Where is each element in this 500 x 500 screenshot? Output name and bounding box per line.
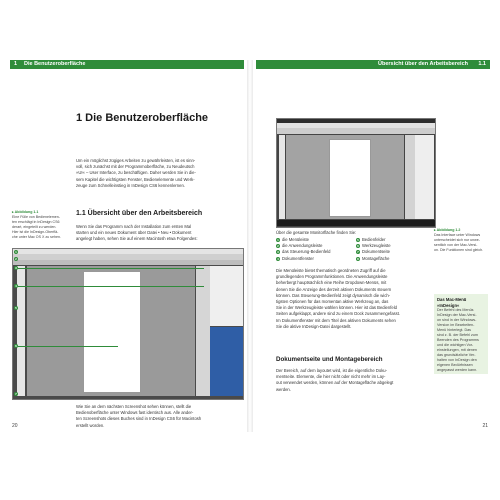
text-line: Bedienoberfläche unter Windows fast identisch aus. Alle ander- (76, 410, 194, 416)
document-page (329, 139, 371, 217)
list-marker: 1 (277, 238, 279, 242)
list-text: das Steuerung-Bedienfeld (282, 249, 331, 255)
text-line: angepasst werden kann. (437, 368, 478, 372)
figure-sidebar (12, 210, 70, 240)
section-paragraph (76, 224, 242, 243)
text-line: werden. (276, 386, 291, 392)
text-line: che unter Mac OS X zu sehen. (12, 235, 61, 239)
text-line: InDesign der Mac-Versi- (437, 313, 477, 317)
control-panel-bar (277, 128, 435, 134)
desktop-background (210, 327, 243, 396)
marker-3: 3 (15, 266, 17, 270)
text-line: eigenen Bedürfnissen (437, 363, 473, 367)
list-marker: 2 (277, 244, 279, 249)
text-line: Eine Fülle von Bedienelemen- (12, 215, 60, 219)
text-line: unterscheidet sich nur unwe- (434, 238, 480, 242)
info-box (434, 294, 488, 374)
left-header-number: 1 (14, 61, 18, 67)
marker-6: 6 (15, 344, 17, 348)
marker-5: 5 (15, 306, 17, 310)
application-bar (13, 260, 243, 265)
text-line: beherbergt hauptsächlich eine Reihe Dropdown-Menüs, mit (276, 280, 387, 286)
pages-panel (210, 266, 243, 326)
text-line: sind z. B. der Befehl zum (437, 333, 478, 337)
list-item (356, 256, 391, 262)
text-line: können. Das Steuerung-Bedienfeld zeigt dynamisch die wich- (276, 292, 391, 298)
text-line: tigsten Optionen für das momentan aktive Werkzeug an, das (276, 299, 389, 305)
text-line: grundlegenden Programmfunktionen. Die Anwendungsleiste (276, 274, 388, 280)
list-item (276, 256, 330, 262)
subsection-title: Dokumentseite und Montagebereich (276, 356, 383, 363)
subsection-paragraph (276, 368, 432, 393)
description-paragraph (276, 268, 432, 330)
marker-1: 1 (15, 250, 17, 254)
text-line: denen Sie die Anzeige des derzeit aktiven Dokuments steuern (276, 286, 392, 292)
marker-7: 7 (15, 392, 17, 396)
list-marker: 7 (357, 250, 359, 255)
right-page-number: 21 (482, 423, 488, 429)
panel-dock (405, 135, 415, 219)
feature-intro: Über die gesamte Monitorfläche finden Sie: (276, 230, 357, 235)
text-line: das grundsätzliche Ver- (437, 353, 476, 357)
figure-caption: ▸ Abbildung 1.1 (12, 210, 39, 214)
text-line: Beenden des Programms (437, 338, 479, 342)
text-line: erstellt worden. (76, 422, 105, 428)
text-line: einstellungen, mit denen (437, 348, 477, 352)
callout-line (18, 268, 204, 269)
left-header-title: Die Benutzeroberfläche (24, 61, 86, 67)
text-line: Wie Sie an dem nächsten Screenshot sehen können, stellt die (76, 404, 192, 409)
marker-4: 4 (15, 284, 17, 288)
text-line: Wenn Sie das Programm nach der Installation zum ersten Mal (76, 224, 192, 229)
text-line: Um ein möglichst zügiges Arbeiten zu gewährleisten, ist es sinn- (76, 158, 196, 163)
text-line: Sie in der Werkzeugleiste wählen können. Hier ist das Bedienfeld (276, 305, 397, 311)
text-line: Version im Bearbeiten- (437, 323, 475, 327)
figure-caption: ▸ Abbildung 1.2 (434, 228, 461, 232)
text-line: ten Screenshots dieses Buches sind in InDesign CS6 für Macintosh (76, 416, 202, 422)
text-line: starten und ein neues Dokument über Datei • Neu • Dokument (76, 230, 192, 236)
info-box-body (437, 308, 485, 373)
indesign-windows-screenshot (276, 118, 436, 228)
text-line: Seiten aufgeklappt, andere sind zu einem Dock zusammengefasst. (276, 311, 401, 317)
text-line: on sind in der Windows- (437, 318, 477, 322)
text-line: voll, sich zunächst mit der Programmoberfläche, zu Neudeutsch (76, 164, 195, 170)
text-line: Menü hinterlegt. Das (437, 328, 472, 332)
list-text: die Menüleiste (282, 237, 310, 242)
book-gutter (247, 60, 253, 432)
right-page (256, 60, 490, 432)
text-line: derart, eingeteilt zu werden. (12, 225, 57, 229)
taskbar (277, 220, 435, 226)
text-line: Hier ist die InDesign-Oberflä- (12, 230, 59, 234)
right-header-title: Übersicht über den Arbeitsbereich (378, 61, 468, 67)
list-text: Dokumentfenster (282, 255, 314, 261)
info-box-title: Das Mac-Menü »InDesign« (437, 297, 467, 308)
text-line: Die Menüleiste bietet thematisch geordneten Zugriff auf die (276, 268, 386, 273)
text-line: out verwendet werden, können auf der Montagefläche abgelegt (276, 380, 394, 386)
text-line: sentlich von der Mac-Versi- (434, 243, 478, 247)
text-line: und die wichtigen Vor- (437, 343, 474, 347)
text-line: mentseite. Elemente, die hier nicht oder nicht mehr im Lay- (276, 374, 386, 380)
list-marker: 6 (357, 244, 359, 249)
tools-panel (279, 135, 285, 219)
text-line: Der Befehl des Menüs (437, 308, 474, 312)
bottom-paragraph (76, 404, 242, 429)
list-text: die Anwendungsleiste (282, 243, 323, 249)
list-text: Montagefläche (362, 255, 390, 261)
list-marker: 8 (357, 256, 359, 261)
feature-list-col2 (356, 237, 391, 262)
marker-2: 2 (15, 257, 17, 261)
text-line: Im Dokumentfenster mit dem Titel des aktiven Dokuments sehen (276, 317, 396, 323)
list-text: Dokumentseite (362, 249, 390, 255)
pages-panel (415, 135, 434, 219)
callout-line (18, 286, 204, 287)
text-line: angelegt haben, sehen Sie auf einem Macintosh etwa Folgendes: (76, 236, 198, 242)
right-header-number: 1.1 (478, 61, 486, 67)
figure-sidebar (434, 228, 490, 253)
list-marker: 3 (277, 250, 279, 255)
callout-line (18, 346, 118, 347)
text-line: Sie die aktive InDesign-Datei dargestellt. (276, 323, 352, 329)
text-line: on. Die Funktionen sind gleich. (434, 248, 484, 252)
text-line: zeuge zum Schnelleinstieg in InDesign CS6 kennenlernen. (76, 182, 185, 188)
section-title: 1.1 Übersicht über den Arbeitsbereich (76, 210, 203, 217)
left-page-number: 20 (12, 423, 18, 429)
text-line: ten erschlägt in InDesign CS6 (12, 220, 60, 224)
left-page (10, 60, 244, 432)
document-page (83, 271, 141, 393)
list-marker: 4 (277, 256, 279, 261)
left-running-header (10, 60, 244, 69)
text-line: »UI« – User Interface, zu beschäftigen. Daher werden Sie in die- (76, 170, 196, 176)
list-marker: 5 (357, 238, 359, 242)
right-running-header (256, 60, 490, 69)
intro-paragraph (76, 158, 242, 189)
text-line: sem Kapitel die wichtigsten Fenster, Bedienelemente und Werk- (76, 176, 195, 182)
text-line: Der Bereich, auf dem layoutet wird, ist die eigentliche Doku- (276, 368, 388, 373)
list-text: Bedienfelder (362, 237, 386, 242)
chapter-title: 1 Die Benutzeroberfläche (76, 112, 209, 124)
feature-list-col1 (276, 237, 330, 262)
indesign-mac-screenshot (12, 248, 244, 400)
list-text: Werkzeugleiste (362, 243, 391, 249)
text-line: Das Interface unter Windows (434, 233, 481, 237)
text-line: halten von InDesign den (437, 358, 477, 362)
